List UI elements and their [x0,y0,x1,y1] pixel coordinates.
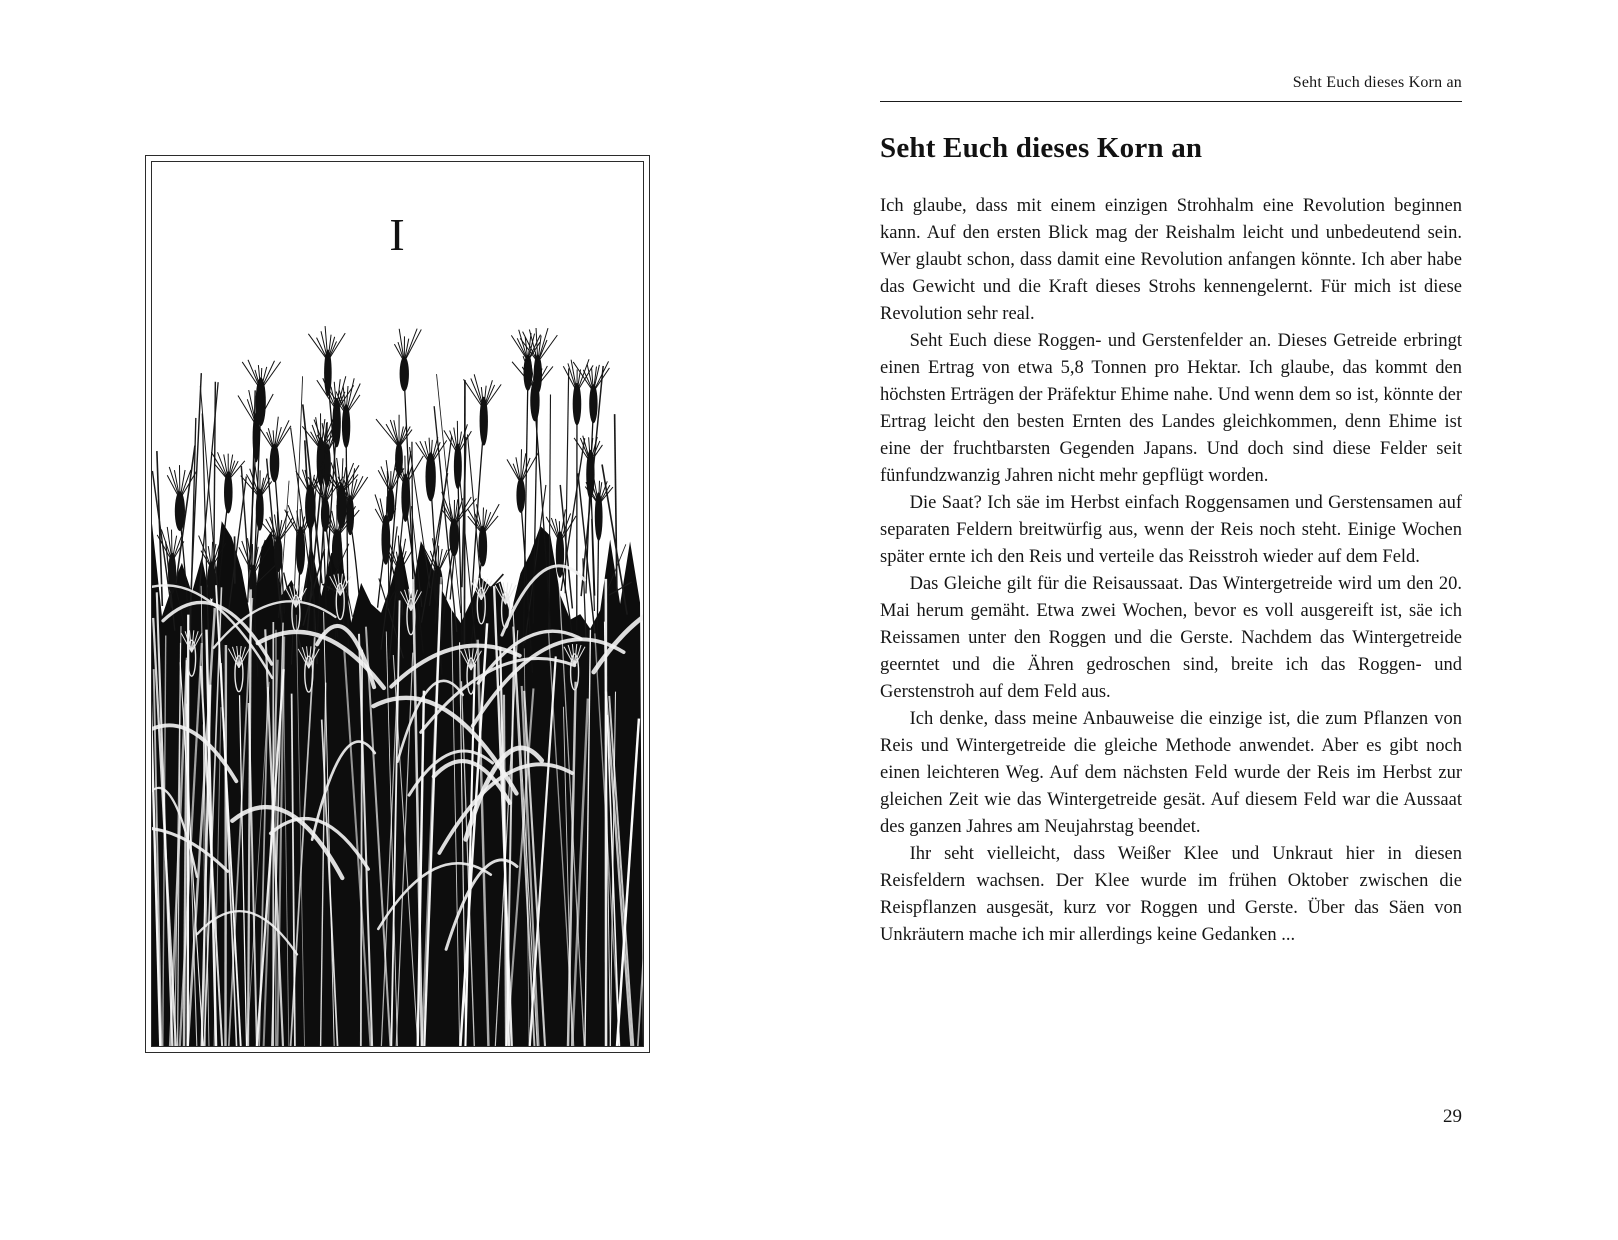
paragraph: Die Saat? Ich säe im Herbst einfach Roggensamen und Gerstensamen auf separaten Feldern breitwürfig aus, wenn der Reis noch steht. Einige Wochen später ernte ich den Reis und verteile das Reisstroh wieder auf dem Feld. [880,493,1462,567]
chapter-title: Seht Euch dieses Korn an [880,132,1203,164]
wheat-field-illustration [152,162,643,1046]
chapter-numeral: I [389,209,406,260]
illustration-plate-frame [145,155,650,1053]
right-page [880,74,1462,949]
body-text [880,193,1462,949]
paragraph: Ihr seht vielleicht, dass Weißer Klee und Unkraut hier in diesen Reisfeldern wachsen. Der Klee wurde im frühen Oktober zwischen die Reispflanzen ausgesät, kurz vor Roggen und Gerste. Über das Säen von Unkräutern mache ich mir allerdings keine Gedanken ... [880,844,1462,945]
running-header: Seht Euch dieses Korn an [880,74,1462,102]
page-number: 29 [1443,1106,1462,1127]
illustration-plate [151,161,644,1047]
paragraph: Ich glaube, dass mit einem einzigen Strohhalm eine Revolution beginnen kann. Auf den ersten Blick mag der Reishalm leicht und unbedeutend sein. Wer glaubt schon, dass damit eine Revolution anfangen könnte. Ich aber habe das Gewicht und die Kraft dieses Strohs kennengelernt. Für mich ist diese Revolution sehr real. [880,196,1462,324]
paragraph: Seht Euch diese Roggen- und Gerstenfelder an. Dieses Getreide erbringt einen Ertrag von etwa 5,8 Tonnen pro Hektar. Ich glaube, das kommt den höchsten Erträgen der Präfektur Ehime nahe. Und wenn dem so ist, könnte der Ertrag leicht den besten Ernten des Landes gleichkommen, denn Ehime ist eine der fruchtbarsten Gegenden Japans. Und doch sind diese Felder seit fünfundzwanzig Jahren nicht mehr gepflügt worden. [880,331,1462,486]
paragraph: Ich denke, dass meine Anbauweise die einzige ist, die zum Pflanzen von Reis und Wintergetreide die gleiche Methode anwendet. Aber es gibt noch einen leichteren Weg. Auf dem nächsten Feld wurde der Reis im Herbst zur gleichen Zeit wie das Wintergetreide gesät. Auf diesem Feld war die Aussaat des ganzen Jahres am Neujahrstag beendet. [880,709,1462,837]
paragraph: Das Gleiche gilt für die Reisaussaat. Das Wintergetreide wird um den 20. Mai herum gemäht. Etwa zwei Wochen, bevor es voll ausgereift ist, säe ich Reissamen unter den Roggen und die Gerste. Nachdem das Wintergetreide geerntet und die Ähren gedroschen sind, breite ich das Roggen- und Gerstenstroh auf dem Feld aus. [880,574,1462,702]
